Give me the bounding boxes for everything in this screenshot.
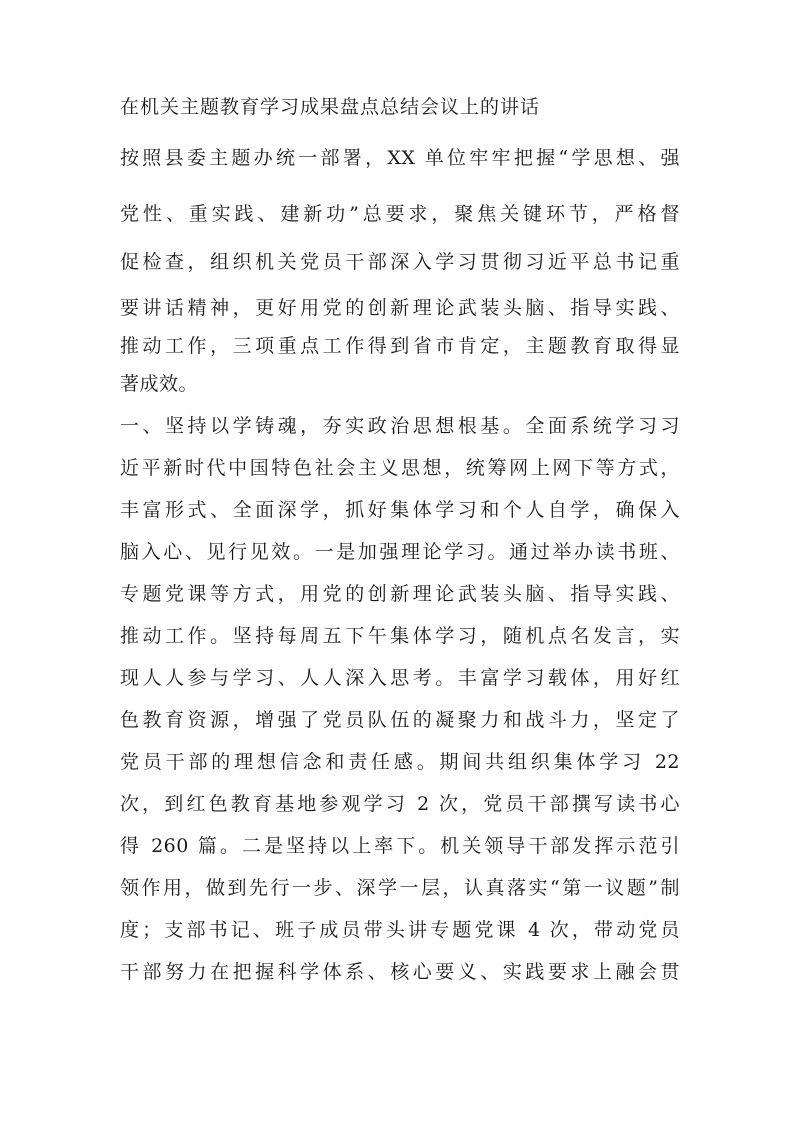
paragraph-line: 推动工作。坚持每周五下午集体学习，随机点名发言，实 <box>120 625 680 647</box>
paragraph-line: 推动工作，三项重点工作得到省市肯定，主题教育取得显 <box>120 335 680 357</box>
paragraph-line: 要讲话精神，更好用党的创新理论武装头脑、指导实践、 <box>120 297 680 319</box>
paragraph-line: 按照县委主题办统一部署，XX 单位牢牢把握“学思想、强 <box>120 147 680 169</box>
paragraph-line: 促检查，组织机关党员干部深入学习贯彻习近平总书记重 <box>120 251 680 273</box>
paragraph-line: 专题党课等方式，用党的创新理论武装头脑、指导实践、 <box>120 583 680 605</box>
paragraph-line: 党性、重实践、建新功”总要求，聚焦关键环节，严格督 <box>120 203 680 225</box>
paragraph-line: 一、坚持以学铸魂，夯实政治思想根基。全面系统学习习 <box>120 415 680 437</box>
paragraph-line: 近平新时代中国特色社会主义思想，统筹网上网下等方式， <box>120 457 680 479</box>
paragraph-line: 色教育资源，增强了党员队伍的凝聚力和战斗力，坚定了 <box>120 709 680 731</box>
paragraph-line: 干部努力在把握科学体系、核心要义、实践要求上融会贯 <box>120 961 680 983</box>
paragraph-line: 得 260 篇。二是坚持以上率下。机关领导干部发挥示范引 <box>120 835 680 857</box>
paragraph-line: 党员干部的理想信念和责任感。期间共组织集体学习 22 <box>120 751 680 773</box>
paragraph-line: 次，到红色教育基地参观学习 2 次，党员干部撰写读书心 <box>120 793 680 815</box>
paragraph-line: 领作用，做到先行一步、深学一层，认真落实“第一议题”制 <box>120 877 680 899</box>
document-title: 在机关主题教育学习成果盘点总结会议上的讲话 <box>120 96 541 118</box>
paragraph-line: 度；支部书记、班子成员带头讲专题党课 4 次，带动党员 <box>120 919 680 941</box>
paragraph-line: 现人人参与学习、人人深入思考。丰富学习载体，用好红 <box>120 667 680 689</box>
paragraph-line: 脑入心、见行见效。一是加强理论学习。通过举办读书班、 <box>120 541 680 563</box>
paragraph-line: 著成效。 <box>120 373 199 395</box>
paragraph-line: 丰富形式、全面深学，抓好集体学习和个人自学，确保入 <box>120 499 680 521</box>
